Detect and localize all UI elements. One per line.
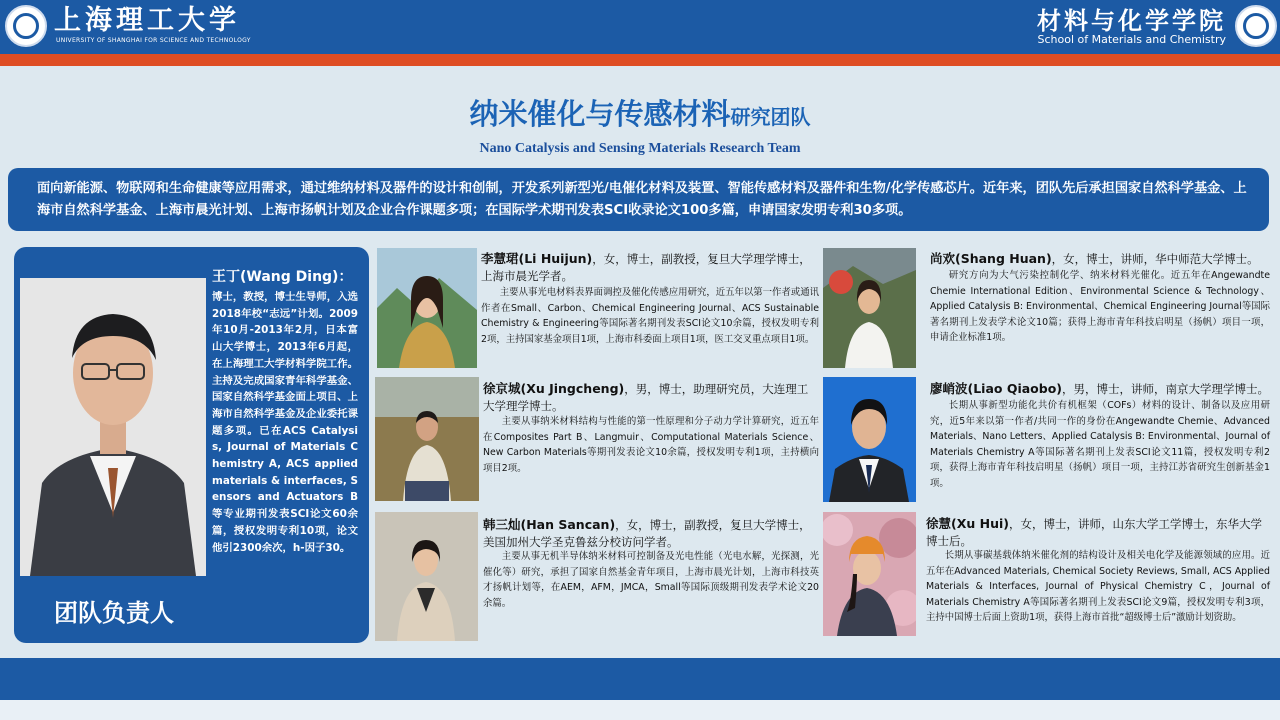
university-name: 上海理工大学 xyxy=(54,5,240,36)
university-name-en: UNIVERSITY OF SHANGHAI FOR SCIENCE AND TECHNOLOGY xyxy=(56,37,251,44)
school-name: 材料与化学学院 xyxy=(1037,6,1226,35)
member-photo-han-sancan xyxy=(375,512,478,641)
page-title-en: Nano Catalysis and Sensing Materials Research Team xyxy=(479,141,801,156)
member-header-li-huijun xyxy=(481,250,819,285)
member-info: ，女，博士，副教授，复旦大学博士，美国加州大学圣克鲁兹分校访问学者。 xyxy=(483,518,811,549)
member-photo-xu-hui xyxy=(823,512,916,636)
university-seal-icon xyxy=(5,5,47,47)
team-introduction: 面向新能源、物联网和生命健康等应用需求，通过维纳材料及器件的设计和创制，开发系列新型光/电催化材料及装置、智能传感材料及器件和生物/化学传感芯片。近年来，团队先后承担国家自然科学基金、上海市自然科学基金、上海市晨光计划、上海市扬帆计划及企业合作课题多项；在国际学术期刊发表SCI收录论文100多篇，申请国家发明专利30多项。 xyxy=(8,168,1269,231)
school-seal-icon xyxy=(1235,5,1277,47)
member-bio-xu-jingcheng: 主要从事纳米材料结构与性能的第一性原理和分子动力学计算研究，近五年在Composites Part B、Langmuir、Computational Materials Science、New Carbon Materials等期刊发表论文10余篇，授权发明专利1项，主持横向项目2项。 xyxy=(483,416,819,474)
leader-name: 王丁(Wang Ding)： xyxy=(212,269,353,285)
member-photo-liao-qiaobo xyxy=(823,377,916,502)
member-info: ，女，博士，讲师，华中师范大学博士。 xyxy=(1051,252,1259,266)
member-photo-xu-jingcheng xyxy=(375,377,479,501)
bottom-band xyxy=(0,700,1280,720)
member-header-han-sancan xyxy=(483,516,819,551)
leader-role-label: 团队负责人 xyxy=(54,599,174,627)
member-header-xu-jingcheng xyxy=(483,380,819,415)
member-bio-shang-huan: 研究方向为大气污染控制化学、纳米材料光催化。近五年在Angewandte Chemie International Edition、Environmental Science & Technology、Applied Catalysis B: Environmental、Chemical Engineering Journal等国际著名期刊上发表学术论文10篇；获得上海市青年科技启明星（扬帆）项目一项，申请企业标准1项。 xyxy=(930,270,1270,344)
member-header-shang-huan xyxy=(930,250,1270,268)
footer-bar xyxy=(0,658,1280,700)
member-photo-shang-huan xyxy=(823,248,916,368)
member-name: 韩三灿(Han Sancan) xyxy=(483,517,616,532)
member-header-liao-qiaobo xyxy=(930,380,1270,398)
header-accent-stripe xyxy=(0,54,1280,66)
member-bio-li-huijun: 主要从事光电材料表界面调控及催化传感应用研究，近五年以第一作者或通讯作者在Small、Carbon、Chemical Engineering Journal、ACS Sustainable Chemistry & Engineering等国际著名期刊发表SCI论文10余篇，授权发明专利2项，主持国家基金项目1项，上海市科委面上项目1项，医工交叉重点项目1项。 xyxy=(481,287,819,345)
member-bio-xu-hui: 长期从事碳基载体纳米催化剂的结构设计及相关电化学及能源领域的应用。近五年在Advanced Materials, Chemical Society Reviews, Small, ACS Applied Materials & Interfaces, Journal of Physical Chemistry C，Journal of Materials Chemistry A等国际著名期刊上发表SCI论文9篇，授权发明专利3项，主持中国博士后面上资助1项，获得上海市首批“超级博士后”激励计划资助。 xyxy=(926,550,1270,624)
leader-bio: 博士，教授，博士生导师，入选2018年校“志远”计划。2009年10月-2013年2月，日本富山大学博士，2013年6月起，在上海理工大学材料学院工作。主持及完成国家青年科学基金、国家自然科学基金面上项目、上海市自然科学基金及企业委托课题多项。已在ACS Catalysis, Journal of Materials Chemistry A, ACS applied materials & interfaces, Sensors and Actuators B等专业期刊发表SCI论文60余篇，授权发明专利10项，论文他引2300余次，h-因子30。 xyxy=(212,291,358,554)
member-info: ，男，博士，助理研究员，大连理工大学理学博士。 xyxy=(483,382,809,413)
page-title-main: 纳米催化与传感材料 xyxy=(469,97,731,131)
member-info: ，女，博士，副教授，复旦大学理学博士，上海市晨光学者。 xyxy=(481,252,811,283)
page-title xyxy=(0,92,1280,133)
member-name: 徐慧(Xu Hui) xyxy=(926,516,1009,531)
member-name: 尚欢(Shang Huan) xyxy=(930,251,1052,266)
leader-photo xyxy=(20,278,206,576)
member-info: ，男，博士，讲师，南京大学理学博士。 xyxy=(1062,382,1270,396)
member-info: ，女，博士，讲师，山东大学工学博士，东华大学博士后。 xyxy=(926,517,1262,548)
member-photo-li-huijun xyxy=(377,248,477,368)
page-title-suffix: 研究团队 xyxy=(730,105,811,129)
member-name: 廖峭波(Liao Qiaobo) xyxy=(930,381,1063,396)
member-bio-han-sancan: 主要从事无机半导体纳米材料可控制备及光电性能（光电水解，光探测，光催化等）研究，承担了国家自然基金青年项目，上海市晨光计划，上海市科技英才扬帆计划等，在AEM，AFM，JMCA，Small等国际顶级期刊发表学术论文20余篇。 xyxy=(483,551,819,609)
member-name: 李慧珺(Li Huijun) xyxy=(481,251,593,266)
member-name: 徐京城(Xu Jingcheng) xyxy=(483,381,625,396)
school-name-en: School of Materials and Chemistry xyxy=(1037,33,1226,46)
member-bio-liao-qiaobo: 长期从事新型功能化共价有机框架（COFs）材料的设计、制备以及应用研究，近5年来以第一作者/共同一作的身份在Angewandte Chemie、Advanced Materials、Nano Letters、Applied Catalysis B: Environmental、Journal of Materials Chemistry A等国际著名期刊上发表SCI论文11篇，授权发明专利2项，获得上海市青年科技启明星（扬帆）项目一项，主持江苏省研究生创新基金1项。 xyxy=(930,400,1270,489)
member-header-xu-hui xyxy=(926,515,1270,550)
